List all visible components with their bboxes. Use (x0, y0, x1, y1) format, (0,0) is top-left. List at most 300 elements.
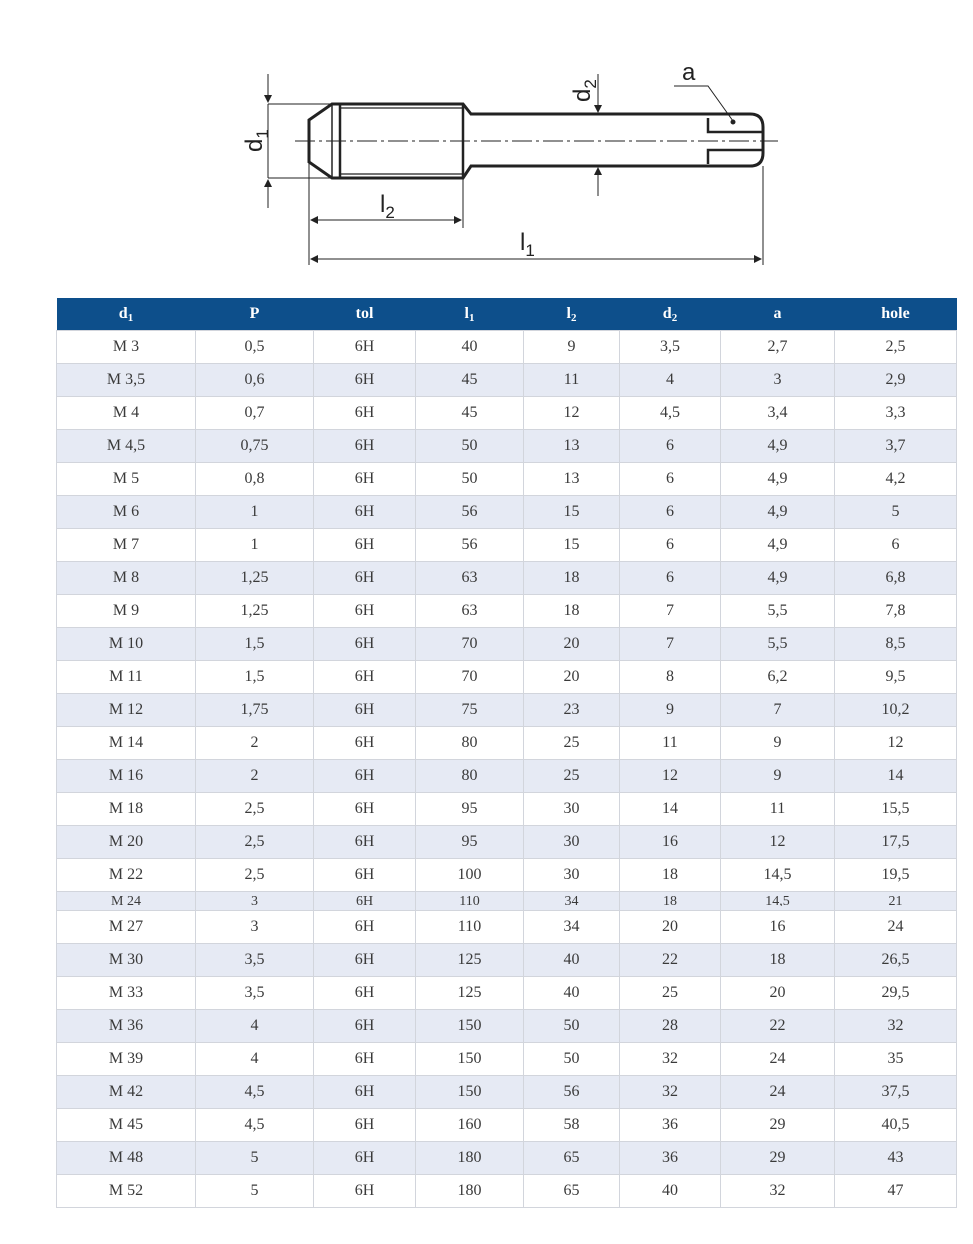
table-cell-value: 6H (354, 767, 375, 784)
table-cell-value: 7 (666, 602, 674, 619)
table-cell (57, 463, 196, 496)
table-cell (57, 496, 196, 529)
table-cell-value: M 3 (112, 338, 140, 355)
table-cell (196, 944, 314, 977)
table-cell-value: 29 (769, 1116, 786, 1133)
table-cell-value: 10,2 (881, 701, 910, 718)
table-cell (416, 760, 524, 793)
table-row (57, 331, 957, 364)
table-cell-value: M 22 (108, 866, 144, 883)
table-cell (196, 977, 314, 1010)
table-cell (416, 364, 524, 397)
table-cell (721, 892, 835, 911)
table-cell-value: 14 (662, 800, 678, 817)
table-cell-value: M 52 (108, 1182, 144, 1199)
table-cell (416, 911, 524, 944)
table-cell-value: 0,6 (244, 371, 265, 388)
table-row (57, 529, 957, 562)
table-cell (196, 595, 314, 628)
table-cell (196, 1010, 314, 1043)
table-cell-value: 21 (888, 894, 903, 906)
table-cell-value: 150 (457, 1050, 482, 1067)
table-cell-value: 17,5 (881, 833, 910, 850)
column-header-label: a (773, 304, 782, 322)
table-cell-value: 15 (563, 536, 580, 553)
table-cell (196, 1076, 314, 1109)
table-cell (835, 1043, 957, 1076)
table-cell-value: 9 (666, 701, 674, 718)
table-cell-value: 18 (769, 951, 786, 968)
table-cell-value: 5 (250, 1149, 259, 1166)
column-header-label: P (249, 304, 260, 322)
table-cell (524, 661, 620, 694)
table-cell-value: 25 (563, 767, 580, 784)
table-cell-value: 16 (662, 833, 678, 850)
column-header (721, 298, 835, 331)
column-header-subscript: 1 (127, 311, 134, 324)
table-cell-value: 9 (773, 734, 782, 751)
table-row (57, 463, 957, 496)
table-cell (57, 397, 196, 430)
table-cell-value: 3 (773, 371, 782, 388)
table-cell-value: 4 (250, 1017, 259, 1034)
table-cell (721, 331, 835, 364)
table-row (57, 826, 957, 859)
table-cell (524, 529, 620, 562)
table-row (57, 944, 957, 977)
column-header (314, 298, 416, 331)
table-cell (524, 727, 620, 760)
table-cell-value: M 18 (108, 800, 144, 817)
table-cell (196, 793, 314, 826)
table-cell-value: 56 (563, 1083, 580, 1100)
table-cell-value: M 16 (108, 767, 144, 784)
table-cell-value: 11 (769, 800, 786, 817)
table-cell-value: 16 (769, 918, 786, 935)
table-cell (524, 1076, 620, 1109)
table-cell-value: 6 (666, 536, 674, 553)
table-cell (196, 364, 314, 397)
table-cell-value: 180 (457, 1182, 482, 1199)
table-cell (721, 397, 835, 430)
table-cell-value: 6H (355, 894, 374, 906)
table-cell-value: 12 (563, 404, 580, 421)
table-cell (721, 1109, 835, 1142)
table-cell-value: 125 (457, 951, 482, 968)
table-cell (620, 977, 721, 1010)
table-cell-value: 40 (563, 951, 580, 968)
table-cell-value: 2,9 (885, 371, 906, 388)
table-cell (524, 364, 620, 397)
table-cell (620, 892, 721, 911)
table-cell (416, 661, 524, 694)
table-cell (57, 331, 196, 364)
table-cell-value: 19,5 (881, 866, 910, 883)
table-cell-value: M 14 (108, 734, 144, 751)
table-cell-value: 47 (887, 1182, 904, 1199)
table-cell-value: M 30 (108, 951, 144, 968)
table-row (57, 1043, 957, 1076)
table-cell (620, 826, 721, 859)
table-cell-value: 40,5 (881, 1116, 910, 1133)
table-cell-value: 6H (354, 602, 375, 619)
table-cell (721, 463, 835, 496)
table-cell-value: 6H (354, 1116, 375, 1133)
table-cell (314, 694, 416, 727)
table-cell-value: 25 (662, 984, 678, 1001)
table-cell (314, 562, 416, 595)
table-cell (416, 694, 524, 727)
table-cell (57, 694, 196, 727)
table-cell (524, 1109, 620, 1142)
table-cell (620, 1010, 721, 1043)
table-row (57, 760, 957, 793)
table-cell-value: 3,7 (885, 437, 906, 454)
table-cell (524, 826, 620, 859)
table-cell (314, 529, 416, 562)
table-cell-value: 14,5 (763, 866, 792, 883)
table-cell-value: 8,5 (885, 635, 906, 652)
table-cell-value: M 12 (108, 701, 144, 718)
table-cell (314, 661, 416, 694)
table-cell (314, 793, 416, 826)
table-cell (416, 826, 524, 859)
table-cell (721, 496, 835, 529)
table-cell-value: 9 (773, 767, 782, 784)
table-cell (524, 1043, 620, 1076)
table-cell (524, 496, 620, 529)
table-cell-value: M 24 (111, 894, 141, 906)
table-row (57, 694, 957, 727)
table-cell (314, 397, 416, 430)
table-cell-value: 6H (354, 536, 375, 553)
table-cell (57, 1142, 196, 1175)
table-cell (524, 977, 620, 1010)
table-cell-value: 24 (769, 1050, 786, 1067)
table-cell-value: 80 (461, 767, 478, 784)
table-cell-value: 6H (354, 701, 375, 718)
table-cell-value: 20 (563, 668, 580, 685)
table-cell (835, 529, 957, 562)
table-cell-value: 110 (459, 894, 480, 906)
table-cell (721, 529, 835, 562)
table-cell-value: 18 (663, 894, 677, 906)
table-cell-value: 18 (662, 866, 678, 883)
table-cell (57, 977, 196, 1010)
table-cell (196, 1175, 314, 1208)
table-cell (620, 397, 721, 430)
table-cell-value: 70 (461, 635, 478, 652)
table-cell (196, 911, 314, 944)
table-cell-value: 8 (666, 668, 674, 685)
table-cell (835, 859, 957, 892)
table-cell (314, 826, 416, 859)
table-cell-value: 30 (563, 833, 580, 850)
table-cell (416, 1076, 524, 1109)
table-cell (57, 892, 196, 911)
table-cell-value: M 27 (108, 918, 144, 935)
table-row (57, 1142, 957, 1175)
table-cell (620, 911, 721, 944)
table-cell-value: 7 (773, 701, 782, 718)
table-row (57, 661, 957, 694)
table-cell-value: 6H (354, 866, 375, 883)
table-cell (196, 529, 314, 562)
table-cell (314, 1076, 416, 1109)
table-cell (524, 911, 620, 944)
table-cell (196, 628, 314, 661)
table-cell (524, 859, 620, 892)
table-cell (620, 364, 721, 397)
table-cell-value: M 3,5 (106, 371, 146, 388)
table-cell (57, 911, 196, 944)
table-cell (721, 1043, 835, 1076)
table-cell (620, 463, 721, 496)
table-cell-value: 11 (662, 734, 678, 751)
table-cell-value: 4,9 (767, 569, 788, 586)
table-cell-value: 56 (461, 503, 478, 520)
table-cell-value: 12 (769, 833, 786, 850)
table-cell (835, 760, 957, 793)
table-cell (57, 628, 196, 661)
table-cell (416, 1142, 524, 1175)
table-cell-value: 6,2 (767, 668, 788, 685)
table-cell-value: M 45 (108, 1116, 144, 1133)
table-cell-value: 36 (662, 1116, 678, 1133)
table-cell (416, 1043, 524, 1076)
table-cell-value: 6H (354, 1050, 375, 1067)
table-cell-value: 34 (564, 894, 579, 906)
table-cell (196, 694, 314, 727)
table-cell-value: 32 (662, 1050, 678, 1067)
table-cell-value: 65 (563, 1182, 580, 1199)
table-cell-value: 40 (563, 984, 580, 1001)
table-cell-value: 0,7 (244, 404, 265, 421)
table-cell-value: 6 (666, 470, 674, 487)
table-cell-value: 6H (354, 800, 375, 817)
table-cell (835, 1175, 957, 1208)
table-cell-value: 100 (457, 866, 482, 883)
table-cell-value: M 8 (112, 569, 140, 586)
table-cell-value: 6H (354, 404, 375, 421)
table-row (57, 977, 957, 1010)
table-cell-value: 6H (354, 1182, 375, 1199)
table-cell (416, 1010, 524, 1043)
table-cell (835, 694, 957, 727)
table-cell-value: M 20 (108, 833, 144, 850)
table-cell-value: M 4 (112, 404, 140, 421)
table-cell (721, 661, 835, 694)
table-cell-value: 6H (354, 833, 375, 850)
table-cell (835, 977, 957, 1010)
table-cell (721, 364, 835, 397)
table-cell-value: 13 (563, 470, 580, 487)
table-cell-value: 6H (354, 470, 375, 487)
table-cell-value: 6H (354, 668, 375, 685)
table-cell (196, 826, 314, 859)
table-cell (721, 1142, 835, 1175)
table-cell (416, 628, 524, 661)
table-cell-value: 6H (354, 437, 375, 454)
table-cell-value: 6H (354, 338, 375, 355)
table-cell-value: 2,5 (244, 833, 265, 850)
column-header (835, 298, 957, 331)
table-cell-value: 20 (563, 635, 580, 652)
table-cell (314, 1010, 416, 1043)
table-cell-value: 95 (461, 800, 478, 817)
table-cell-value: 1,25 (240, 569, 269, 586)
table-cell (57, 760, 196, 793)
table-cell (416, 793, 524, 826)
table-cell-value: 22 (662, 951, 678, 968)
table-cell-value: 1 (250, 536, 259, 553)
table-cell-value: 5,5 (767, 635, 788, 652)
table-row (57, 1076, 957, 1109)
table-cell-value: 3 (250, 918, 259, 935)
table-cell-value: 32 (662, 1083, 678, 1100)
table-cell-value: 2,5 (244, 800, 265, 817)
table-cell-value: 43 (887, 1149, 904, 1166)
table-cell-value: 4,9 (767, 503, 788, 520)
table-cell (196, 562, 314, 595)
table-cell-value: 9,5 (885, 668, 906, 685)
table-row (57, 430, 957, 463)
column-header-label: d (118, 304, 128, 322)
table-cell-value: 1,75 (240, 701, 269, 718)
table-cell (314, 595, 416, 628)
table-cell (416, 463, 524, 496)
table-cell-value: 110 (457, 918, 482, 935)
table-cell (314, 1175, 416, 1208)
table-cell-value: 6,8 (885, 569, 906, 586)
table-cell (835, 364, 957, 397)
table-cell (57, 826, 196, 859)
table-cell (416, 529, 524, 562)
table-cell (721, 1010, 835, 1043)
table-cell (196, 661, 314, 694)
table-cell-value: 6H (354, 918, 375, 935)
table-cell (314, 944, 416, 977)
table-cell-value: 6 (666, 503, 674, 520)
table-cell-value: 50 (461, 437, 478, 454)
table-cell (416, 892, 524, 911)
table-cell (416, 397, 524, 430)
table-cell-value: 0,75 (240, 437, 269, 454)
table-cell-value: 3,3 (885, 404, 906, 421)
table-cell (416, 944, 524, 977)
table-cell-value: 18 (563, 602, 580, 619)
tap-dimensions-table (56, 298, 957, 1208)
table-cell (57, 727, 196, 760)
table-cell-value: 15 (563, 503, 580, 520)
table-header-row (57, 298, 957, 331)
table-cell-value: 9 (567, 338, 576, 355)
table-cell (57, 430, 196, 463)
column-header (524, 298, 620, 331)
table-cell-value: 24 (769, 1083, 786, 1100)
table-cell (721, 1076, 835, 1109)
table-cell (196, 397, 314, 430)
table-cell (57, 562, 196, 595)
table-cell-value: 4,9 (767, 470, 788, 487)
table-cell (835, 397, 957, 430)
table-cell (196, 1109, 314, 1142)
table-cell (524, 1010, 620, 1043)
table-cell-value: M 4,5 (106, 437, 146, 454)
table-cell-value: 34 (563, 918, 580, 935)
table-cell-value: 4,9 (767, 536, 788, 553)
table-cell (57, 661, 196, 694)
table-cell (620, 529, 721, 562)
table-cell (314, 331, 416, 364)
table-body (57, 331, 957, 1208)
table-cell (416, 595, 524, 628)
table-cell (721, 944, 835, 977)
table-cell (524, 430, 620, 463)
table-cell (416, 430, 524, 463)
table-cell (416, 1109, 524, 1142)
table-cell (620, 496, 721, 529)
table-cell (314, 463, 416, 496)
table-cell-value: 80 (461, 734, 478, 751)
table-cell (524, 793, 620, 826)
table-cell (721, 793, 835, 826)
column-header (57, 298, 196, 331)
table-cell (196, 892, 314, 911)
table-cell-value: 4,5 (244, 1083, 265, 1100)
table-cell-value: 0,8 (244, 470, 265, 487)
table-cell-value: M 36 (108, 1017, 144, 1034)
table-cell-value: M 5 (112, 470, 140, 487)
table-cell-value: M 42 (108, 1083, 144, 1100)
table-cell-value: 20 (662, 918, 678, 935)
table-cell-value: 6 (891, 536, 900, 553)
table-cell-value: 25 (563, 734, 580, 751)
table-cell-value: 45 (461, 404, 478, 421)
table-cell (196, 727, 314, 760)
table-cell-value: 63 (461, 569, 478, 586)
table-cell-value: 7 (666, 635, 674, 652)
table-cell (416, 727, 524, 760)
table-cell-value: 6H (354, 1083, 375, 1100)
table-row (57, 793, 957, 826)
table-cell-value: 30 (563, 800, 580, 817)
table-cell (314, 911, 416, 944)
table-cell (524, 562, 620, 595)
table-cell-value: M 48 (108, 1149, 144, 1166)
table-cell-value: 7,8 (885, 602, 906, 619)
table-row (57, 859, 957, 892)
table-cell (196, 331, 314, 364)
table-cell-value: 63 (461, 602, 478, 619)
l2-label: $l_2$ (380, 191, 395, 222)
table-cell (416, 977, 524, 1010)
table-cell (196, 1043, 314, 1076)
table-row (57, 496, 957, 529)
table-cell (620, 430, 721, 463)
table-cell (524, 1175, 620, 1208)
table-cell (196, 496, 314, 529)
table-cell-value: 1,5 (244, 635, 265, 652)
table-cell-value: 4,5 (660, 404, 680, 421)
table-cell-value: 1 (250, 503, 259, 520)
table-cell (620, 562, 721, 595)
tap-technical-drawing (0, 0, 973, 290)
table-cell (416, 496, 524, 529)
d2-label: $d_2$ (569, 79, 600, 102)
table-cell (620, 793, 721, 826)
table-cell (835, 944, 957, 977)
